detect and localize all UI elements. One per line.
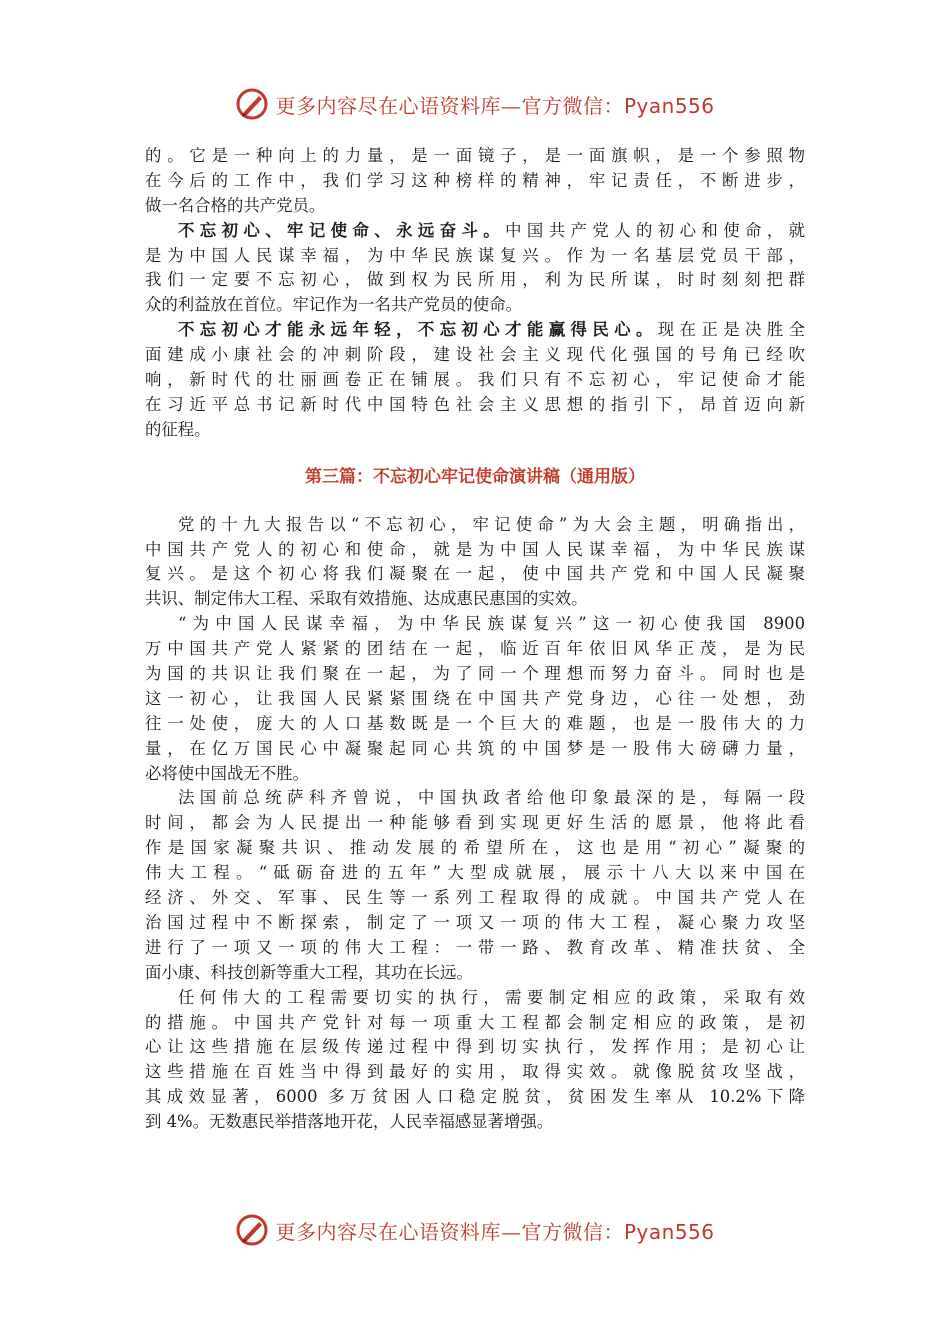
text-line: 中国共产党人的初心和使命，就是为中国人民谋幸福，为中华民族谋 <box>145 539 805 559</box>
section-heading: 第三篇：不忘初心牢记使命演讲稿（通用版） <box>305 466 645 487</box>
text-line: 在习近平总书记新时代中国特色社会主义思想的指引下，昂首迈向新 <box>145 394 805 414</box>
text-line: 面建成小康社会的冲刺阶段，建设社会主义现代化强国的号角已经吹 <box>145 345 805 365</box>
header-banner <box>0 84 950 124</box>
banner-text: 更多内容尽在心语资料库—官方微信： <box>275 1219 624 1244</box>
text-line: 做一名合格的共产党员。 <box>145 195 326 215</box>
text-line: 的。它是一种向上的力量，是一面镜子，是一面旗帜，是一个参照物 <box>145 146 805 165</box>
text-span: 中国共产党人的初心和使命，就 <box>505 220 805 240</box>
text-line: 我们一定要不忘初心，做到权为民所用，利为民所谋，时时刻刻把群 <box>145 270 805 290</box>
bold-lead-text: 不忘初心、牢记使命、永远奋斗。 <box>178 220 506 240</box>
banner-text: 更多内容尽在心语资料库—官方微信： <box>275 93 624 118</box>
text-span: 现在正是决胜全 <box>657 320 805 340</box>
document-body <box>145 144 805 1135</box>
text-line: 到 4%。无数惠民举措落地开花，人民幸福感显著增强。 <box>145 1112 554 1132</box>
pen-logo-icon <box>235 1213 269 1247</box>
text-line: 万中国共产党人紧紧的团结在一起，临近百年依旧风华正茂，是为民 <box>145 639 805 659</box>
text-line: 响，新时代的壮丽画卷正在铺展。我们只有不忘初心，牢记使命才能 <box>145 370 805 390</box>
text-line: 必将使中国战无不胜。 <box>145 763 309 783</box>
text-line: 其成效显著，6000 多万贫困人口稳定脱贫，贫困发生率从 10.2%下降 <box>145 1087 805 1107</box>
text-line: 经济、外交、军事、民生等一系列工程取得的成就。中国共产党人在 <box>145 888 805 908</box>
text-line: 法国前总统萨科齐曾说，中国执政者给他印象最深的是，每隔一段 <box>178 788 805 808</box>
paragraph-lead <box>145 219 805 244</box>
banner-wechat-id: Pyan556 <box>623 1219 715 1244</box>
text-line: 量，在亿万国民心中凝聚起同心共筑的中国梦是一股伟大磅礴力量， <box>145 738 805 758</box>
text-line: 复兴。是这个初心将我们凝聚在一起，使中国共产党和中国人民凝聚 <box>145 564 805 584</box>
text-line: 伟大工程。“砥砺奋进的五年”大型成就展，展示十八大以来中国在 <box>145 863 805 883</box>
text-line: “为中国人民谋幸福，为中华民族谋复兴”这一初心使我国 8900 <box>178 614 805 634</box>
paragraph-lead <box>145 318 805 343</box>
text-line: 时间，都会为人民提出一种能够看到实现更好生活的愿景，他将此看 <box>145 813 805 833</box>
text-line: 在今后的工作中，我们学习这种榜样的精神，牢记责任，不断进步， <box>145 170 805 190</box>
text-line: 共识、制定伟大工程、采取有效措施、达成惠民惠国的实效。 <box>145 589 588 609</box>
text-line: 众的利益放在首位。牢记作为一名共产党员的使命。 <box>145 295 522 315</box>
text-line: 治国过程中不断探索，制定了一项又一项的伟大工程，凝心聚力攻坚 <box>145 912 805 932</box>
text-line: 这些措施在百姓当中得到最好的实用，取得实效。就像脱贫攻坚战， <box>145 1062 805 1082</box>
banner-wechat-id: Pyan556 <box>623 93 715 118</box>
bold-lead-text: 不忘初心才能永远年轻，不忘初心才能赢得民心。 <box>178 320 658 340</box>
text-line: 进行了一项又一项的伟大工程：一带一路、教育改革、精准扶贫、全 <box>145 937 805 957</box>
text-line: 这一初心，让我国人民紧紧围绕在中国共产党身边，心往一处想，劲 <box>145 688 805 708</box>
pen-logo-icon <box>235 87 269 121</box>
text-line: 的征程。 <box>145 419 211 439</box>
footer-banner <box>0 1210 950 1250</box>
text-line: 党的十九大报告以“不忘初心，牢记使命”为大会主题，明确指出， <box>178 514 805 534</box>
text-line: 面小康、科技创新等重大工程，其功在长远。 <box>145 962 473 982</box>
text-line: 往一处使，庞大的人口基数既是一个巨大的难题，也是一股伟大的力 <box>145 713 805 733</box>
text-line: 作是国家凝聚共识、推动发展的希望所在，这也是用“初心”凝聚的 <box>145 838 805 858</box>
text-line: 为国的共识让我们聚在一起，为了同一个理想而努力奋斗。同时也是 <box>145 664 805 684</box>
text-line: 的措施。中国共产党针对每一项重大工程都会制定相应的政策，是初 <box>145 1012 805 1032</box>
text-line: 任何伟大的工程需要切实的执行，需要制定相应的政策，采取有效 <box>178 987 805 1007</box>
text-line: 心让这些措施在层级传递过程中得到切实执行，发挥作用；是初心让 <box>145 1037 805 1057</box>
text-line: 是为中国人民谋幸福，为中华民族谋复兴。作为一名基层党员干部， <box>145 245 805 265</box>
